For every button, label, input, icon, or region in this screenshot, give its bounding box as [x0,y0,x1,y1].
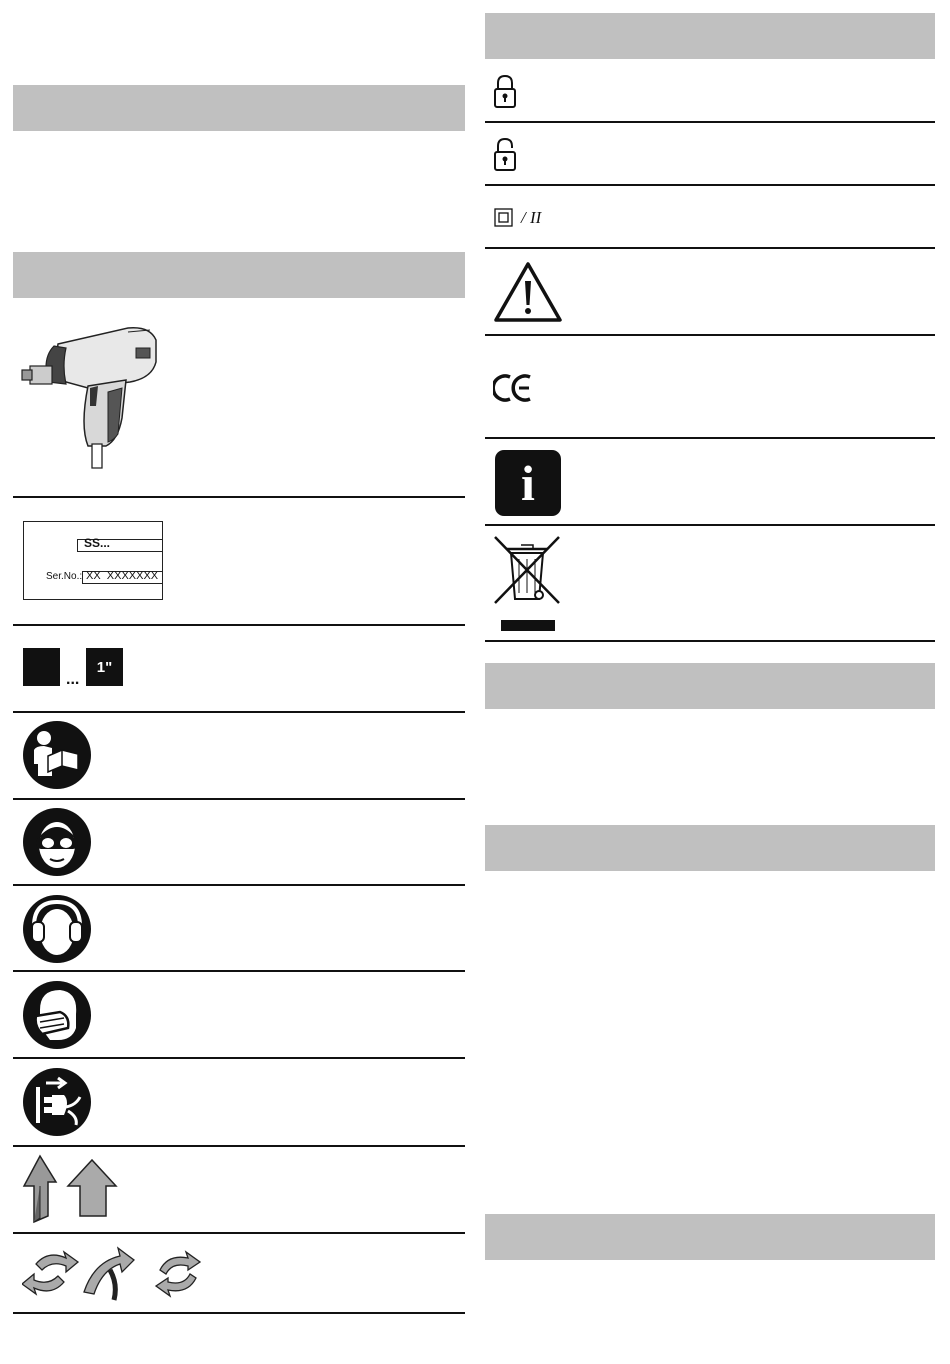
info-icon: i [495,450,561,516]
ear-protection-icon [22,894,92,964]
right-rule-1 [485,121,935,123]
unplug-before-work-icon [22,1067,92,1137]
rule-7 [13,1057,465,1059]
rating-plate-serial-label: Ser.No.: [46,571,83,582]
min-size-square [23,648,60,686]
right-rule-5 [485,437,935,439]
weee-crossed-bin-icon [491,533,563,633]
right-section-header-bar-1 [485,13,935,59]
right-rule-2 [485,184,935,186]
right-rule-6 [485,524,935,526]
rule-6 [13,970,465,972]
read-manual-icon [22,720,92,790]
direction-arrows-icon [22,1152,122,1224]
lock-closed-icon [493,73,517,109]
section-header-bar-2 [13,252,465,298]
rule-4 [13,798,465,800]
rating-plate-model: SS... [84,536,111,550]
warning-triangle-icon [493,261,563,323]
size-range-ellipsis: ... [66,671,80,688]
rating-plate-serial-value: XX XXXXXXX [86,570,159,582]
right-rule-7 [485,640,935,642]
max-size-square: 1" [86,648,123,686]
rule-8 [13,1145,465,1147]
eye-protection-icon [22,807,92,877]
dust-mask-icon [22,980,92,1050]
rule-10 [13,1312,465,1314]
right-section-header-bar-2 [485,663,935,709]
rule-9 [13,1232,465,1234]
ce-mark-icon [493,373,535,403]
rule-1 [13,496,465,498]
right-section-header-bar-4 [485,1214,935,1260]
protection-class-ii-icon [494,208,514,228]
right-rule-4 [485,334,935,336]
rule-2 [13,624,465,626]
rating-plate [23,521,163,600]
rule-3 [13,711,465,713]
impact-wrench-illustration [18,322,163,472]
right-section-header-bar-3 [485,825,935,871]
right-rule-3 [485,247,935,249]
lock-open-icon [493,136,521,172]
rotation-direction-icons [22,1244,207,1302]
protection-class-text: / II [521,208,542,227]
rule-5 [13,884,465,886]
section-header-bar-1 [13,85,465,131]
